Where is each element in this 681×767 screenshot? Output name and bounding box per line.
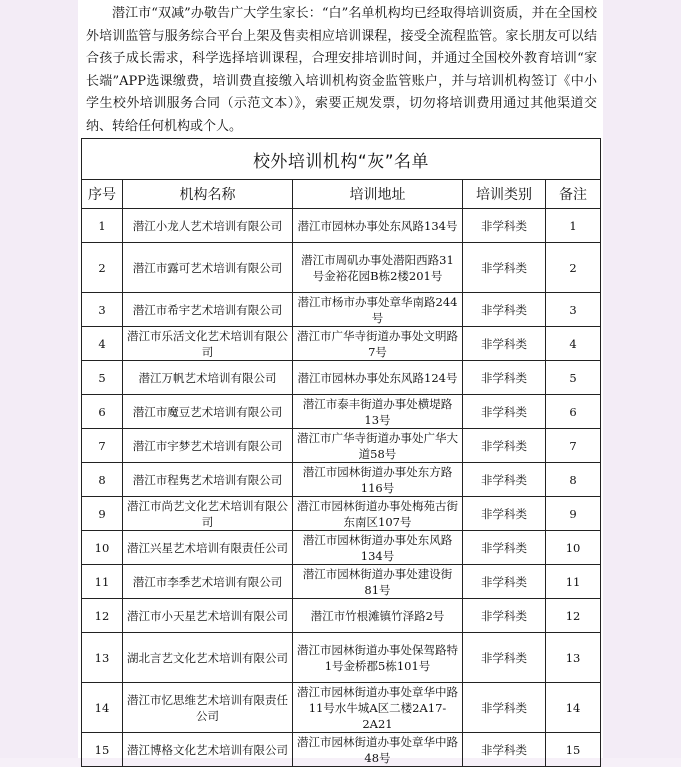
training-type: 非学科类 (463, 209, 546, 243)
remark: 14 (546, 683, 601, 733)
remark: 9 (546, 497, 601, 531)
org-name: 潜江市忆思维艺术培训有限责任公司 (123, 683, 293, 733)
row-number: 6 (82, 395, 123, 429)
header-type: 培训类别 (463, 180, 546, 209)
training-type: 非学科类 (463, 243, 546, 293)
table-row (82, 599, 601, 633)
row-number: 9 (82, 497, 123, 531)
row-number: 5 (82, 361, 123, 395)
row-number: 15 (82, 733, 123, 767)
address: 潜江市园林街道办事处章华中路48号 (293, 733, 463, 767)
address: 潜江市园林办事处东风路134号 (293, 209, 463, 243)
address: 潜江市周矶办事处潜阳西路31号金裕花园B栋2楼201号 (293, 243, 463, 293)
org-name: 潜江市小天星艺术培训有限公司 (123, 599, 293, 633)
right-margin (603, 0, 681, 758)
training-type: 非学科类 (463, 733, 546, 767)
header-address: 培训地址 (293, 180, 463, 209)
remark: 5 (546, 361, 601, 395)
org-name: 潜江市希宇艺术培训有限公司 (123, 293, 293, 327)
training-type: 非学科类 (463, 361, 546, 395)
table-header-row (82, 180, 601, 209)
table-row (82, 209, 601, 243)
org-name: 潜江市露可艺术培训有限公司 (123, 243, 293, 293)
row-number: 3 (82, 293, 123, 327)
address: 潜江市园林街道办事处章华中路11号水牛城A区二楼2A17-2A21 (293, 683, 463, 733)
table-row (82, 463, 601, 497)
remark: 8 (546, 463, 601, 497)
table-row (82, 733, 601, 767)
table-row (82, 361, 601, 395)
training-type: 非学科类 (463, 565, 546, 599)
remark: 3 (546, 293, 601, 327)
header-no: 序号 (82, 180, 123, 209)
row-number: 14 (82, 683, 123, 733)
address: 潜江市广华寺街道办事处广华大道58号 (293, 429, 463, 463)
org-name: 潜江市李季艺术培训有限公司 (123, 565, 293, 599)
remark: 1 (546, 209, 601, 243)
header-note: 备注 (546, 180, 601, 209)
address: 潜江市园林街道办事处东风路134号 (293, 531, 463, 565)
address: 潜江市杨市办事处章华南路244号 (293, 293, 463, 327)
remark: 12 (546, 599, 601, 633)
row-number: 1 (82, 209, 123, 243)
table-row (82, 429, 601, 463)
table-row (82, 531, 601, 565)
remark: 2 (546, 243, 601, 293)
org-name: 潜江万帆艺术培训有限公司 (123, 361, 293, 395)
row-number: 7 (82, 429, 123, 463)
address: 潜江市园林街道办事处保驾路特1号金桥郡5栋101号 (293, 633, 463, 683)
table-row (82, 497, 601, 531)
header-org: 机构名称 (123, 180, 293, 209)
document-page (78, 0, 603, 765)
training-type: 非学科类 (463, 429, 546, 463)
remark: 11 (546, 565, 601, 599)
training-type: 非学科类 (463, 683, 546, 733)
org-name: 潜江市魔豆艺术培训有限公司 (123, 395, 293, 429)
training-type: 非学科类 (463, 463, 546, 497)
table-row (82, 293, 601, 327)
remark: 6 (546, 395, 601, 429)
notice-paragraph: 潜江市“双减”办敬告广大学生家长：“白”名单机构均已经取得培训资质，并在全国校外培训监管与服务综合平台上架及售卖相应培训课程，接受全流程监管。家长朋友可以结合孩子成长需求，科学选择培训课程，合理安排培训时间，并通过全国校外教育培训“家长端”APP选课缴费，培训费直接缴入培训机构资金监管账户，并与培训机构签订《中小学生校外培训服务合同（示范文本）》，索要正规发票，切勿将培训费用通过其他渠道交纳、转给任何机构或个人。 (86, 6, 597, 134)
training-type: 非学科类 (463, 395, 546, 429)
table-title: 校外培训机构“灰”名单 (82, 139, 601, 180)
row-number: 12 (82, 599, 123, 633)
training-type: 非学科类 (463, 327, 546, 361)
address: 潜江市广华寺街道办事处文明路7号 (293, 327, 463, 361)
training-type: 非学科类 (463, 633, 546, 683)
remark: 10 (546, 531, 601, 565)
address: 潜江市泰丰街道办事处横堤路13号 (293, 395, 463, 429)
org-name: 潜江博格文化艺术培训有限公司 (123, 733, 293, 767)
org-name: 潜江市尚艺文化艺术培训有限公司 (123, 497, 293, 531)
table-row (82, 395, 601, 429)
org-name: 潜江市乐活文化艺术培训有限公司 (123, 327, 293, 361)
training-type: 非学科类 (463, 497, 546, 531)
gray-list-table (81, 138, 601, 767)
row-number: 13 (82, 633, 123, 683)
address: 潜江市竹根滩镇竹泽路2号 (293, 599, 463, 633)
left-margin (0, 0, 78, 758)
row-number: 11 (82, 565, 123, 599)
training-type: 非学科类 (463, 599, 546, 633)
row-number: 8 (82, 463, 123, 497)
org-name: 潜江兴星艺术培训有限责任公司 (123, 531, 293, 565)
org-name: 潜江市宇梦艺术培训有限公司 (123, 429, 293, 463)
row-number: 2 (82, 243, 123, 293)
table-row (82, 683, 601, 733)
org-name: 潜江小龙人艺术培训有限公司 (123, 209, 293, 243)
remark: 15 (546, 733, 601, 767)
org-name: 湖北言艺文化艺术培训有限公司 (123, 633, 293, 683)
address: 潜江市园林办事处东风路124号 (293, 361, 463, 395)
row-number: 4 (82, 327, 123, 361)
address: 潜江市园林街道办事处建设街81号 (293, 565, 463, 599)
address: 潜江市园林街道办事处梅苑古街东南区107号 (293, 497, 463, 531)
remark: 7 (546, 429, 601, 463)
training-type: 非学科类 (463, 531, 546, 565)
remark: 4 (546, 327, 601, 361)
row-number: 10 (82, 531, 123, 565)
table-row (82, 243, 601, 293)
remark: 13 (546, 633, 601, 683)
training-type: 非学科类 (463, 293, 546, 327)
table-row (82, 327, 601, 361)
table-row (82, 565, 601, 599)
address: 潜江市园林街道办事处东方路116号 (293, 463, 463, 497)
org-name: 潜江市程隽艺术培训有限公司 (123, 463, 293, 497)
table-row (82, 633, 601, 683)
